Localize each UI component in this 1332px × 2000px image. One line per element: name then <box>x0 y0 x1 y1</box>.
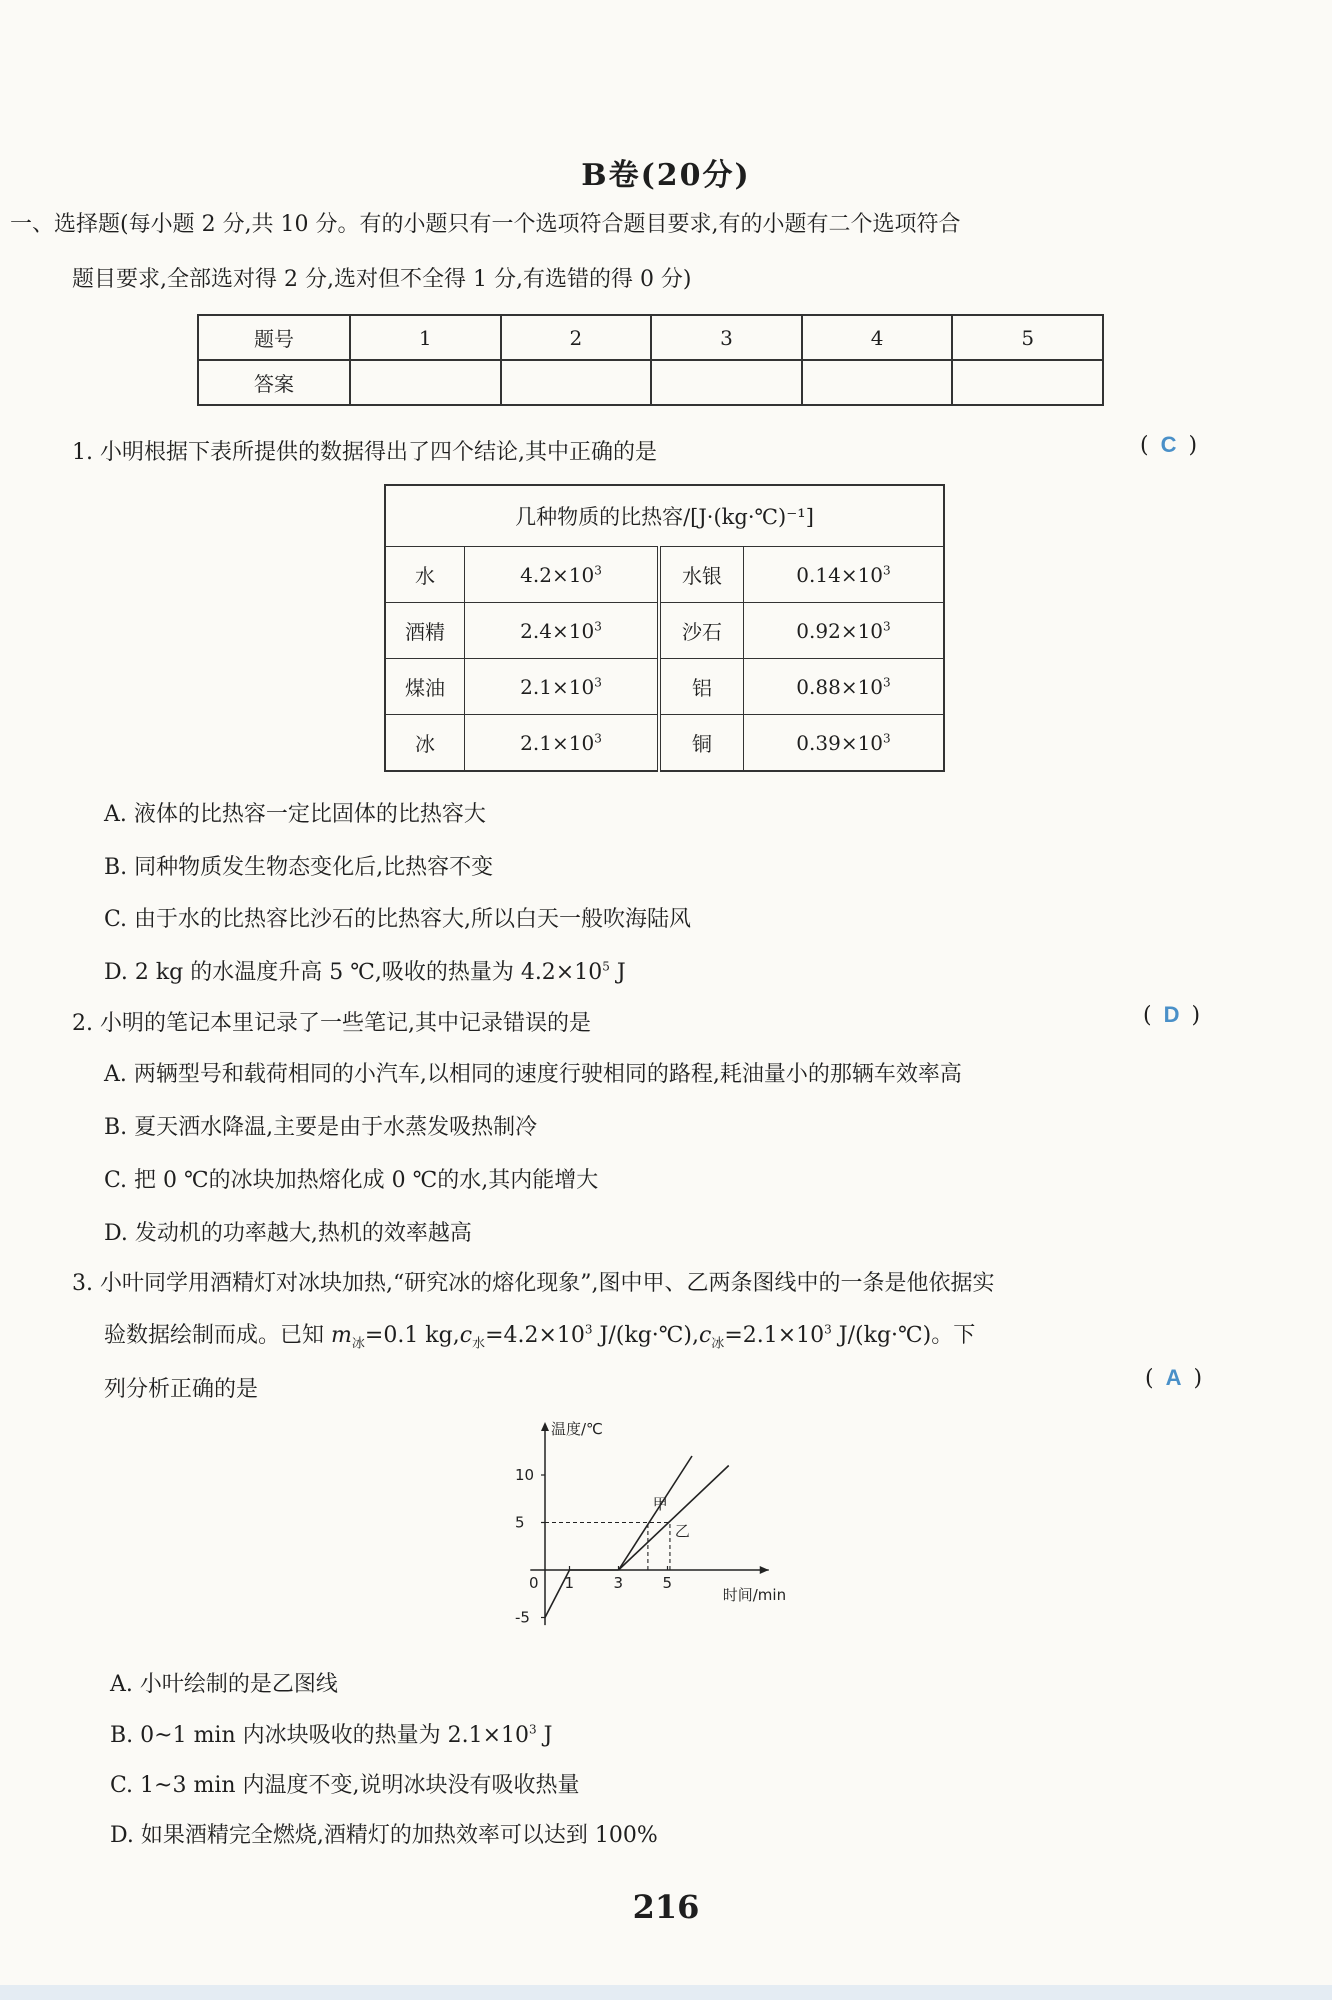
q3-answer-bracket: ( A ) <box>1145 1365 1203 1391</box>
substance-value: $0.14\times 10^3$ <box>744 547 945 603</box>
x-tick-label: 1 <box>564 1574 575 1592</box>
x-axis-label: 时间/min <box>722 1586 787 1604</box>
answer-table-answer-label: 答案 <box>198 360 350 405</box>
substance-name: 冰 <box>385 715 465 772</box>
y-tick-label: 10 <box>515 1466 535 1484</box>
y-tick-label: 5 <box>515 1513 525 1532</box>
bottom-band <box>0 1985 1332 2000</box>
substance-value: $4.2\times 10^3$ <box>465 547 660 603</box>
y-axis-label: 温度/℃ <box>551 1420 603 1438</box>
q3-answer: A <box>1165 1365 1182 1390</box>
q2-option-c: C. 把 0 ℃的冰块加热熔化成 0 ℃的水,其内能增大 <box>104 1168 599 1193</box>
q3-option-a: A. 小叶绘制的是乙图线 <box>110 1672 338 1697</box>
q1-stem: 1. 小明根据下表所提供的数据得出了四个结论,其中正确的是 <box>72 440 657 465</box>
q2-option-d: D. 发动机的功率越大,热机的效率越高 <box>104 1221 472 1246</box>
answer-cell-3[interactable] <box>651 360 802 405</box>
answer-table-header: 题号 <box>198 315 350 360</box>
q1-option-a: A. 液体的比热容一定比固体的比热容大 <box>104 802 486 827</box>
substance-value: $0.92\times 10^3$ <box>744 603 945 659</box>
answer-cell-5[interactable] <box>952 360 1103 405</box>
answer-cell-1[interactable] <box>350 360 501 405</box>
substance-name: 铝 <box>659 659 744 715</box>
y-tick-label: -5 <box>515 1608 530 1627</box>
q2-option-a: A. 两辆型号和载荷相同的小汽车,以相同的速度行驶相同的路程,耗油量小的那辆车效率高 <box>104 1062 962 1087</box>
x-tick-label: 5 <box>662 1574 673 1592</box>
q3-line2: 验数据绘制而成。已知 $m_冰=0.1$ $kg,c_水=4.2\times 10^3$ $J/(kg\cdot℃),c_冰=2.1\times 10^3$ J/(kg·℃)。下 <box>104 1322 976 1352</box>
series-label-jia: 甲 <box>652 1495 668 1514</box>
answer-table <box>197 314 1104 406</box>
substance-value: $2.1\times 10^3$ <box>465 715 660 772</box>
substance-name: 铜 <box>659 715 744 772</box>
substance-name: 酒精 <box>385 603 465 659</box>
substance-value: $0.88\times 10^3$ <box>744 659 945 715</box>
answer-cell-2[interactable] <box>501 360 652 405</box>
q3-option-d: D. 如果酒精完全燃烧,酒精灯的加热效率可以达到 100% <box>110 1823 658 1848</box>
answer-table-num-4: 4 <box>802 315 953 360</box>
answer-table-num-5: 5 <box>952 315 1103 360</box>
substance-name: 水 <box>385 547 465 603</box>
substance-name: 煤油 <box>385 659 465 715</box>
q1-answer: C <box>1160 432 1177 457</box>
q1-answer-bracket: ( C ) <box>1140 432 1198 458</box>
series-line-yi <box>619 1466 729 1571</box>
series-line-ice <box>545 1570 619 1618</box>
substance-value: $0.39\times 10^3$ <box>744 715 945 772</box>
q2-option-b: B. 夏天洒水降温,主要是由于水蒸发吸热制冷 <box>104 1115 538 1140</box>
y-axis-arrow <box>541 1422 549 1431</box>
substance-name: 水银 <box>659 547 744 603</box>
q3-option-c: C. 1~3 min 内温度不变,说明冰块没有吸收热量 <box>110 1773 580 1798</box>
x-axis-arrow <box>760 1566 769 1574</box>
section-instruction-line2: 题目要求,全部选对得 2 分,选对但不全得 1 分,有选错的得 0 分) <box>72 267 692 292</box>
answer-table-num-2: 2 <box>501 315 652 360</box>
q1-option-c: C. 由于水的比热容比沙石的比热容大,所以白天一般吹海陆风 <box>104 907 692 932</box>
x-tick-label: 3 <box>613 1574 624 1592</box>
substance-name: 沙石 <box>659 603 744 659</box>
q2-stem: 2. 小明的笔记本里记录了一些笔记,其中记录错误的是 <box>72 1011 591 1036</box>
substance-value: $2.1\times 10^3$ <box>465 659 660 715</box>
q2-answer-bracket: ( D ) <box>1143 1002 1201 1028</box>
page-number: 216 <box>632 1888 700 1926</box>
section-instruction-line1: 一、选择题(每小题 2 分,共 10 分。有的小题只有一个选项符合题目要求,有的小题有二个选项符合 <box>10 212 961 237</box>
q3-line1: 3. 小叶同学用酒精灯对冰块加热,“研究冰的熔化现象”,图中甲、乙两条图线中的一条是他依据实 <box>72 1271 995 1296</box>
answer-table-num-3: 3 <box>651 315 802 360</box>
specific-heat-table <box>384 484 945 772</box>
q2-answer: D <box>1163 1002 1180 1027</box>
q3-option-b: B. 0~1 min 内冰块吸收的热量为 $2.1\times 10^3$ J <box>110 1722 553 1748</box>
series-label-yi: 乙 <box>674 1521 690 1540</box>
section-title: B卷(20分) <box>581 158 751 193</box>
answer-table-num-1: 1 <box>350 315 501 360</box>
answer-cell-4[interactable] <box>802 360 953 405</box>
substance-value: $2.4\times 10^3$ <box>465 603 660 659</box>
temperature-time-chart <box>500 1410 860 1650</box>
specific-heat-table-header: 几种物质的比热容/[J·(kg·℃)⁻¹] <box>385 485 944 547</box>
q1-option-b: B. 同种物质发生物态变化后,比热容不变 <box>104 855 494 880</box>
q1-option-d: D. 2 kg 的水温度升高 5 ℃,吸收的热量为 $4.2\times 10^5$ J <box>104 959 626 985</box>
q3-line3: 列分析正确的是 <box>104 1377 259 1402</box>
origin-label: 0 <box>529 1574 539 1592</box>
